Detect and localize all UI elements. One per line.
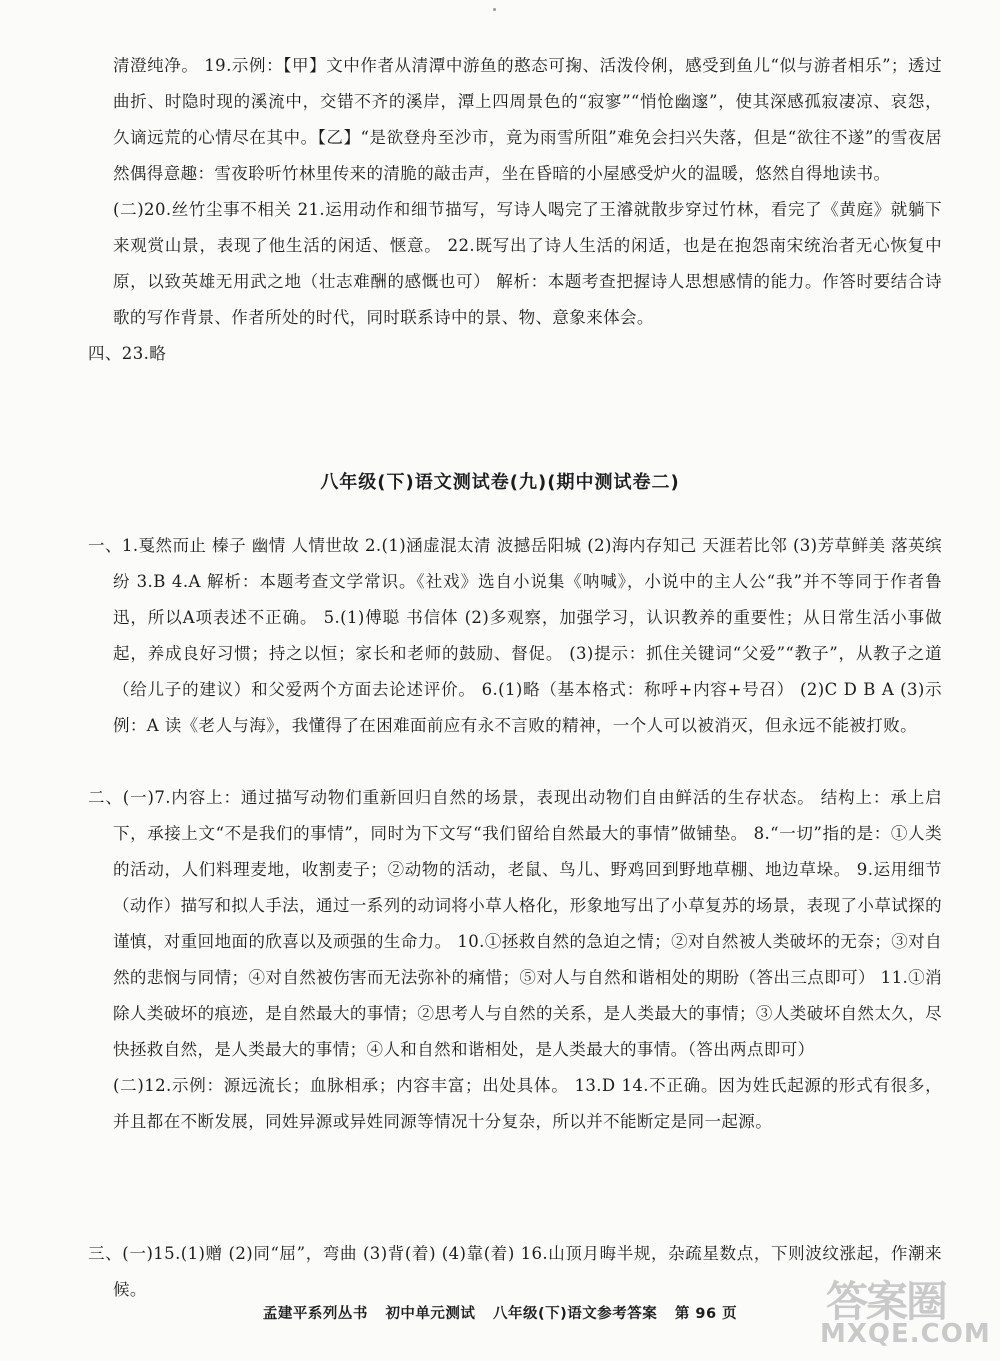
answer-part-three: 三、(一)15.(1)赠 (2)同“屈”，弯曲 (3)背(着) (4)靠(着) 16.山顶月晦半规，杂疏星数点，下则波纹涨起，作潮来候。 bbox=[88, 1244, 942, 1299]
answer-part-two-b: (二)12.示例：源远流长；血脉相承；内容丰富；出处具体。 13.D 14.不正确。因为姓氏起源的形式有很多，并且都在不断发展，同姓异源或异姓同源等情况十分复杂，所以并不能断定是同一起源。 bbox=[113, 1076, 942, 1131]
section-two bbox=[88, 780, 942, 1140]
answer-para-19: 清澄纯净。 19.示例：【甲】文中作者从清潭中游鱼的憨态可掬、活泼伶俐，感受到鱼儿“似与游者相乐”；透过曲折、时隐时现的溪流中，交错不齐的溪岸，潭上四周景色的“寂寥”“悄怆幽邃”，使其深感孤寂凄凉、哀怨，久谪远荒的心情尽在其中。【乙】“是欲登舟至沙市，竟为雨雪所阻”难免会扫兴失落，但是“欲往不遂”的雪夜居然偶得意趣：雪夜聆听竹林里传来的清脆的敲击声，坐在昏暗的小屋感受炉火的温暖，悠然自得地读书。 bbox=[113, 56, 942, 183]
answer-para-23: 四、23.略 bbox=[88, 344, 167, 363]
answer-part-one: 一、1.戛然而止 榛子 幽情 人情世故 2.(1)涵虚混太清 波撼岳阳城 (2)海内存知己 天涯若比邻 (3)芳草鲜美 落英缤纷 3.B 4.A 解析：本题考查文学常识。《社戏》选自小说集《呐喊》，小说中的主人公“我”并不等同于作者鲁迅，所以A项表述不正确。 5.(1)傅聪 书信体 (2)多观察，加强学习，认识教养的重要性；从日常生活小事做起，养成良好习惯；持之以恒；家长和老师的鼓励、督促。 (3)提示：抓住关键词“父爱”“教子”，从教子之道（给儿子的建议）和父爱两个方面去论述评价。 6.(1)略（基本格式：称呼+内容+号召） (2)C D B A (3)示例：A 读《老人与海》，我懂得了在困难面前应有永不言败的精神，一个人可以被消灭，但永远不能被打败。 bbox=[88, 536, 942, 735]
scan-dot bbox=[493, 8, 496, 11]
footer-series: 孟建平系列丛书 bbox=[262, 1306, 368, 1322]
top-section bbox=[88, 48, 942, 372]
watermark-url: MXQE.COM bbox=[820, 1319, 991, 1349]
footer-subject: 八年级(下)语文参考答案 bbox=[493, 1306, 658, 1322]
footer-page-number: 第 96 页 bbox=[674, 1306, 738, 1322]
section-title: 八年级(下)语文测试卷(九)(期中测试卷二) bbox=[320, 472, 680, 493]
watermark-text: 答案圈 bbox=[826, 1277, 947, 1326]
answer-para-20-22: (二)20.丝竹尘事不相关 21.运用动作和细节描写，写诗人喝完了王濬就散步穿过竹林，看完了《黄庭》就躺下来观赏山景，表现了他生活的闲适、惬意。 22.既写出了诗人生活的闲适，也是在抱怨南宋统治者无心恢复中原，以致英雄无用武之地（壮志难酬的感慨也可） 解析：本题考查把握诗人思想感情的能力。作答时要结合诗歌的写作背景、作者所处的时代，同时联系诗中的景、物、意象来体会。 bbox=[113, 200, 942, 327]
section-three bbox=[88, 1236, 942, 1308]
answer-part-two-a: 二、(一)7.内容上：通过描写动物们重新回归自然的场景，表现出动物们自由鲜活的生存状态。 结构上：承上启下，承接上文“不是我们的事情”，同时为下文写“我们留给自然最大的事情”做铺垫。 8.“一切”指的是：①人类的活动，人们料理麦地，收割麦子；②动物的活动，老鼠、鸟儿、野鸡回到野地草棚、地边草垛。 9.运用细节（动作）描写和拟人手法，通过一系列的动词将小草人格化，形象地写出了小草复苏的场景，表现了小草试探的谨慎，对重回地面的欣喜以及顽强的生命力。 10.①拯救自然的急迫之情；②对自然被人类破坏的无奈；③对自然的悲悯与同情；④对自然被伤害而无法弥补的痛惜；⑤对人与自然和谐相处的期盼（答出三点即可） 11.①消除人类破坏的痕迹，是自然最大的事情；②思考人与自然的关系，是人类最大的事情；③人类破坏自然太久，尽快拯救自然，是人类最大的事情；④人和自然和谐相处，是人类最大的事情。（答出两点即可） bbox=[88, 788, 942, 1059]
watermark-logo bbox=[816, 1269, 991, 1355]
footer-book: 初中单元测试 bbox=[385, 1306, 476, 1322]
section-one bbox=[88, 528, 942, 744]
